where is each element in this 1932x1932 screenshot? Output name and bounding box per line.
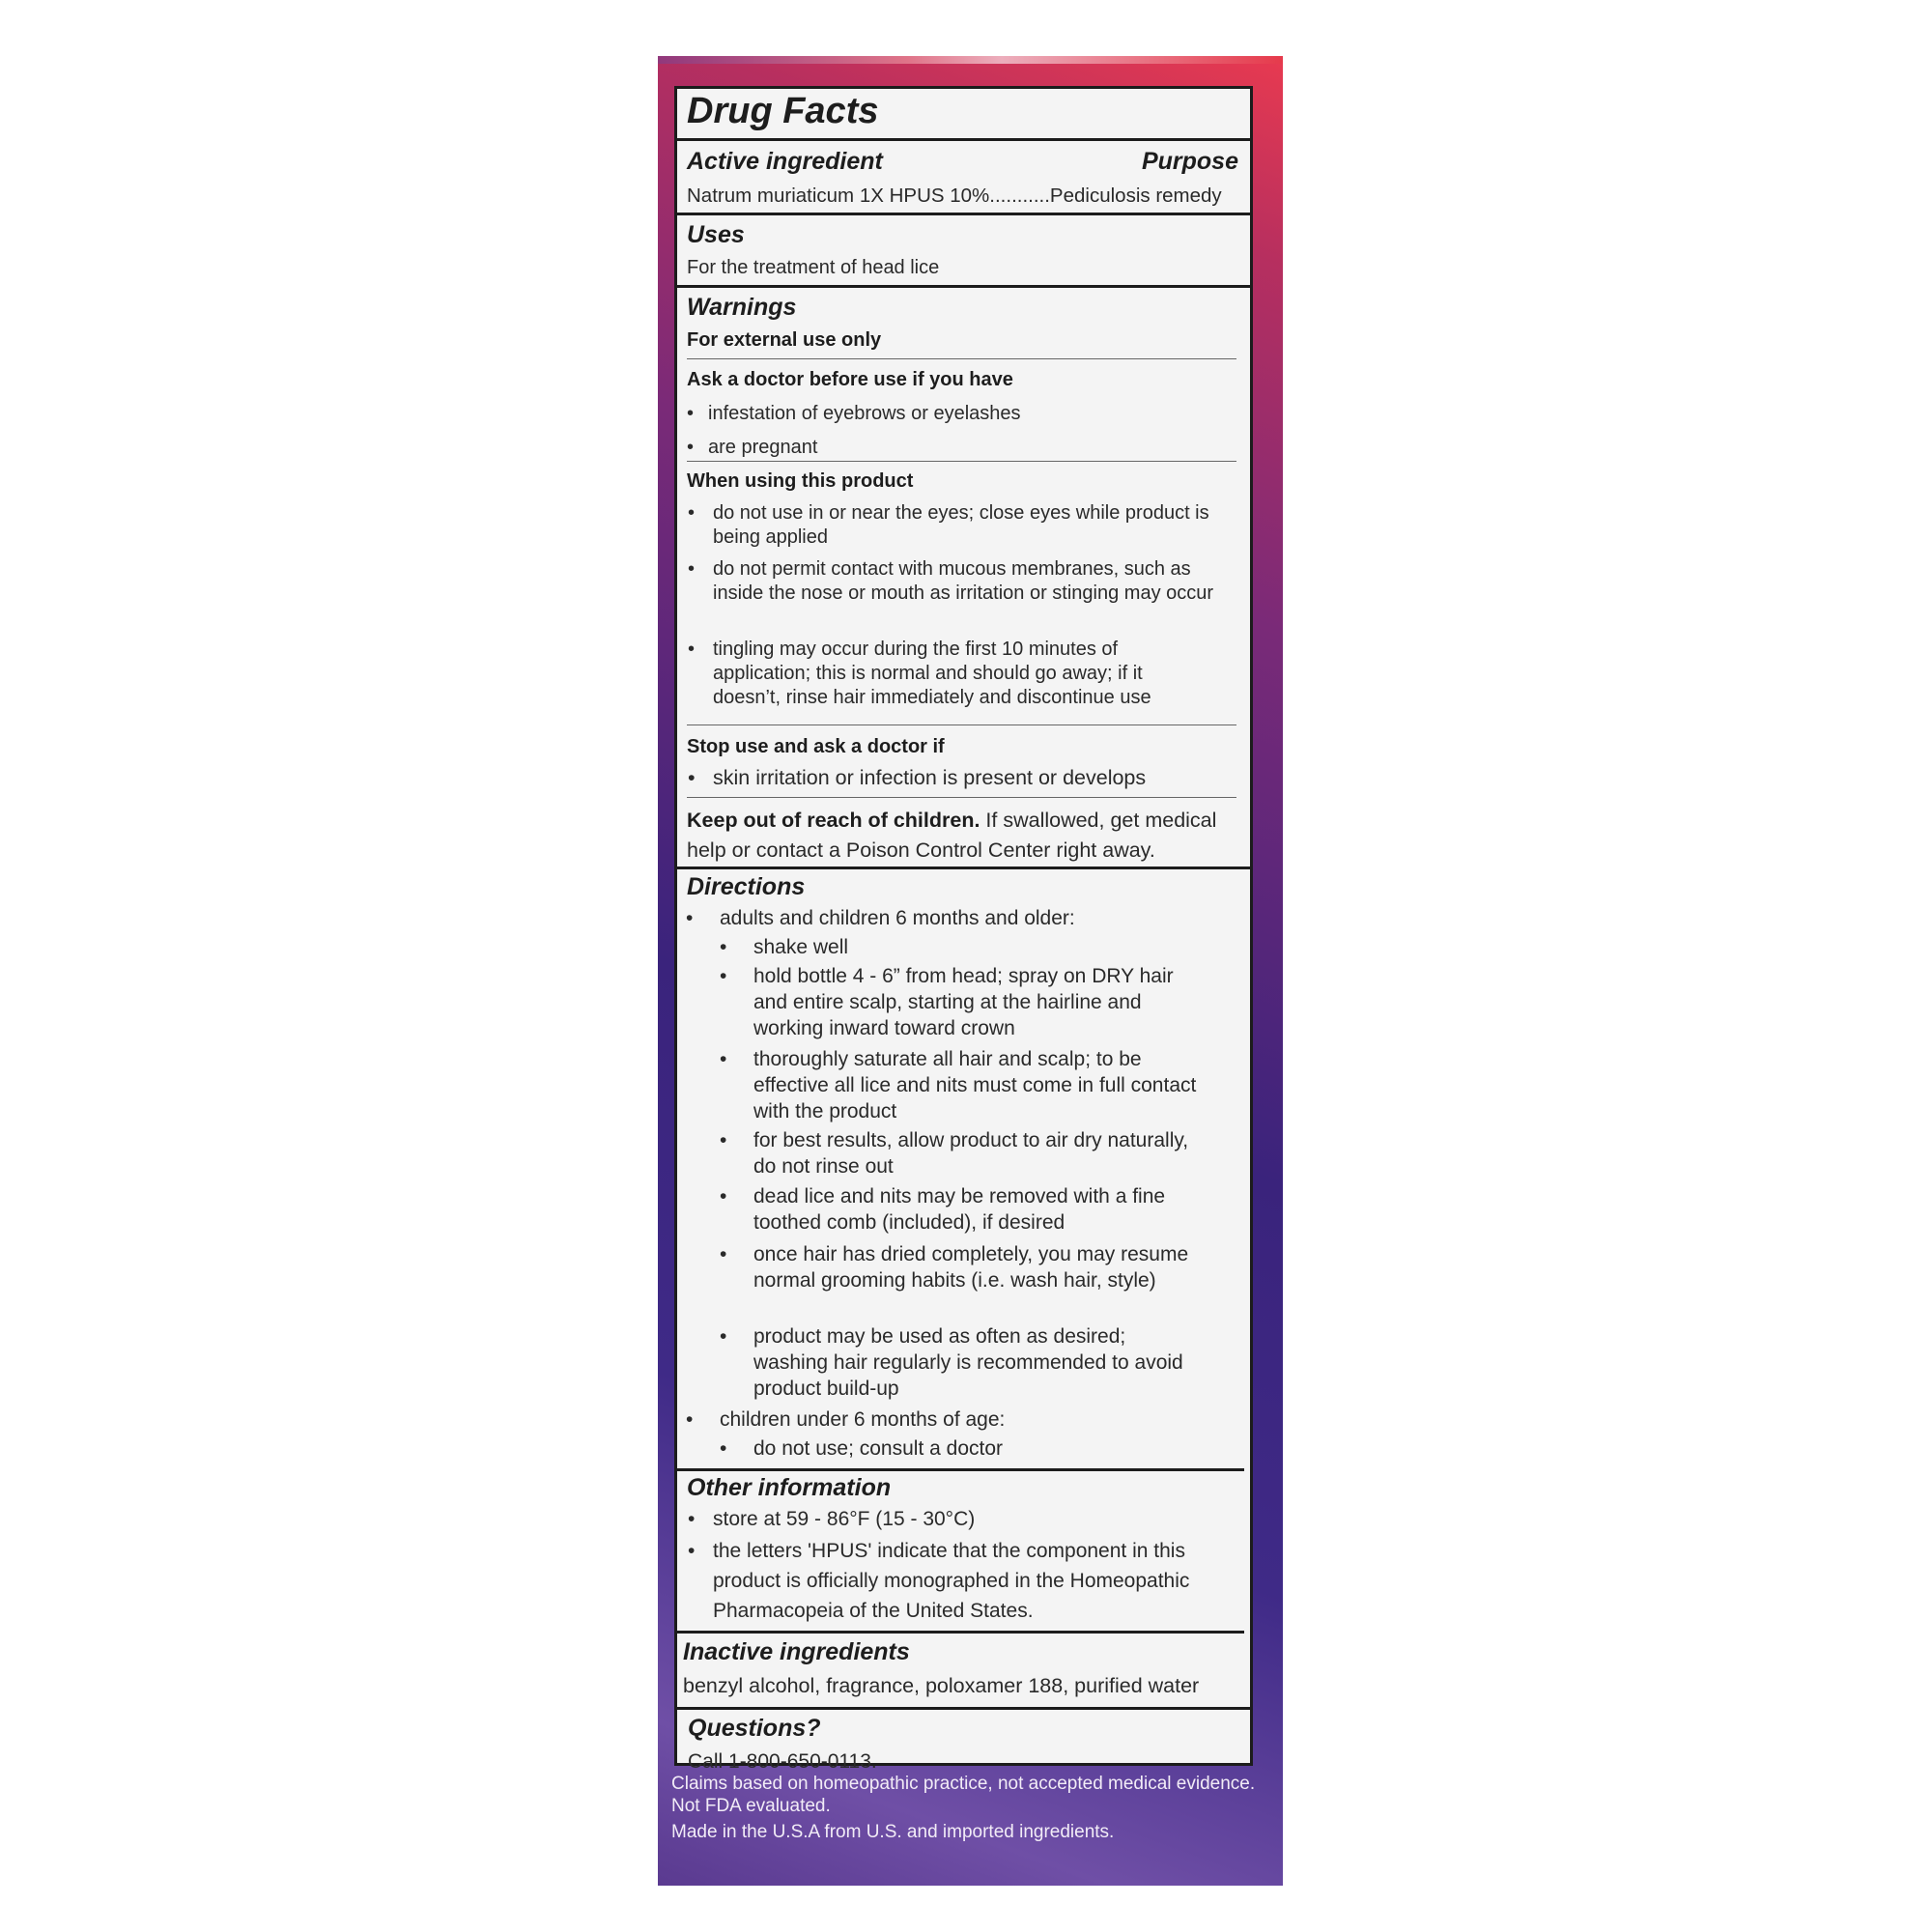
list-item: • skin irritation or infection is present or develops <box>688 766 1147 789</box>
questions-heading: Questions? <box>688 1715 821 1742</box>
ask-doctor-heading: Ask a doctor before use if you have <box>687 369 1013 390</box>
list-item: • children under 6 months of age: <box>686 1408 1006 1431</box>
list-item: • infestation of eyebrows or eyelashes <box>687 403 1021 424</box>
list-item: • the letters 'HPUS' indicate that the component in this product is officially monographed in the Homeopathic Pharmacopeia of the United States. <box>688 1540 1190 1622</box>
hairline <box>687 724 1236 725</box>
made-in-usa: Made in the U.S.A from U.S. and imported ingredients. <box>671 1822 1115 1842</box>
list-item: • do not use in or near the eyes; close eyes while product is being applied <box>688 502 1209 548</box>
other-information-heading: Other information <box>687 1474 892 1501</box>
external-use-text: For external use only <box>687 329 882 351</box>
active-ingredient-line: Natrum muriaticum 1X HPUS 10%...........Pediculosis remedy <box>687 185 1222 207</box>
divider <box>677 213 1250 215</box>
divider <box>677 867 1250 869</box>
list-item: • do not use; consult a doctor <box>720 1437 1003 1460</box>
hairline <box>687 358 1236 359</box>
list-item: • once hair has dried completely, you may resume normal grooming habits (i.e. wash hair, style) <box>720 1243 1189 1292</box>
list-item: • product may be used as often as desired; washing hair regularly is recommended to avoid product build-up <box>720 1325 1183 1400</box>
inactive-ingredients-heading: Inactive ingredients <box>683 1638 910 1665</box>
product-box-side <box>658 56 1283 1886</box>
divider <box>677 285 1250 288</box>
list-item: • shake well <box>720 936 849 958</box>
list-item: • thoroughly saturate all hair and scalp; to be effective all lice and nits must come in full contact with the product <box>720 1048 1197 1122</box>
purpose-heading: Purpose <box>1141 148 1238 175</box>
divider <box>677 138 1250 141</box>
when-using-heading: When using this product <box>687 470 914 492</box>
warnings-heading: Warnings <box>687 294 797 321</box>
list-item: • adults and children 6 months and older: <box>686 907 1075 929</box>
inactive-ingredients-text: benzyl alcohol, fragrance, poloxamer 188, purified water <box>683 1674 1200 1697</box>
list-item: • hold bottle 4 - 6” from head; spray on DRY hair and entire scalp, starting at the hairline and working inward toward crown <box>720 965 1174 1039</box>
fda-disclaimer: Not FDA evaluated. <box>671 1796 831 1816</box>
stop-use-heading: Stop use and ask a doctor if <box>687 736 945 757</box>
list-item: • for best results, allow product to air dry naturally, do not rinse out <box>720 1129 1189 1178</box>
drug-facts-title: Drug Facts <box>687 91 879 131</box>
divider <box>677 1707 1250 1710</box>
hairline <box>687 461 1236 462</box>
directions-heading: Directions <box>687 873 806 900</box>
claims-disclaimer: Claims based on homeopathic practice, not accepted medical evidence. <box>671 1774 1256 1794</box>
active-ingredient-heading: Active ingredient <box>687 148 883 175</box>
divider <box>677 1631 1244 1634</box>
keep-out-of-reach: Keep out of reach of children. If swallowed, get medical help or contact a Poison Control Center right away. <box>687 809 1217 862</box>
list-item: • are pregnant <box>687 437 818 458</box>
hairline <box>687 797 1236 798</box>
questions-phone: Call 1-800-650-0113. <box>688 1750 877 1773</box>
uses-text: For the treatment of head lice <box>687 257 940 278</box>
list-item: • tingling may occur during the first 10 minutes of application; this is normal and should go away; if it doesn’t, rinse hair immediately and discontinue use <box>688 639 1151 708</box>
list-item: • store at 59 - 86°F (15 - 30°C) <box>688 1508 976 1530</box>
list-item: • dead lice and nits may be removed with a fine toothed comb (included), if desired <box>720 1185 1166 1234</box>
drug-facts-panel <box>674 86 1253 1773</box>
uses-heading: Uses <box>687 221 745 248</box>
list-item: • do not permit contact with mucous membranes, such as inside the nose or mouth as irritation or stinging may occur <box>688 558 1214 604</box>
divider <box>677 1468 1244 1471</box>
box-edge-highlight <box>658 56 1283 64</box>
